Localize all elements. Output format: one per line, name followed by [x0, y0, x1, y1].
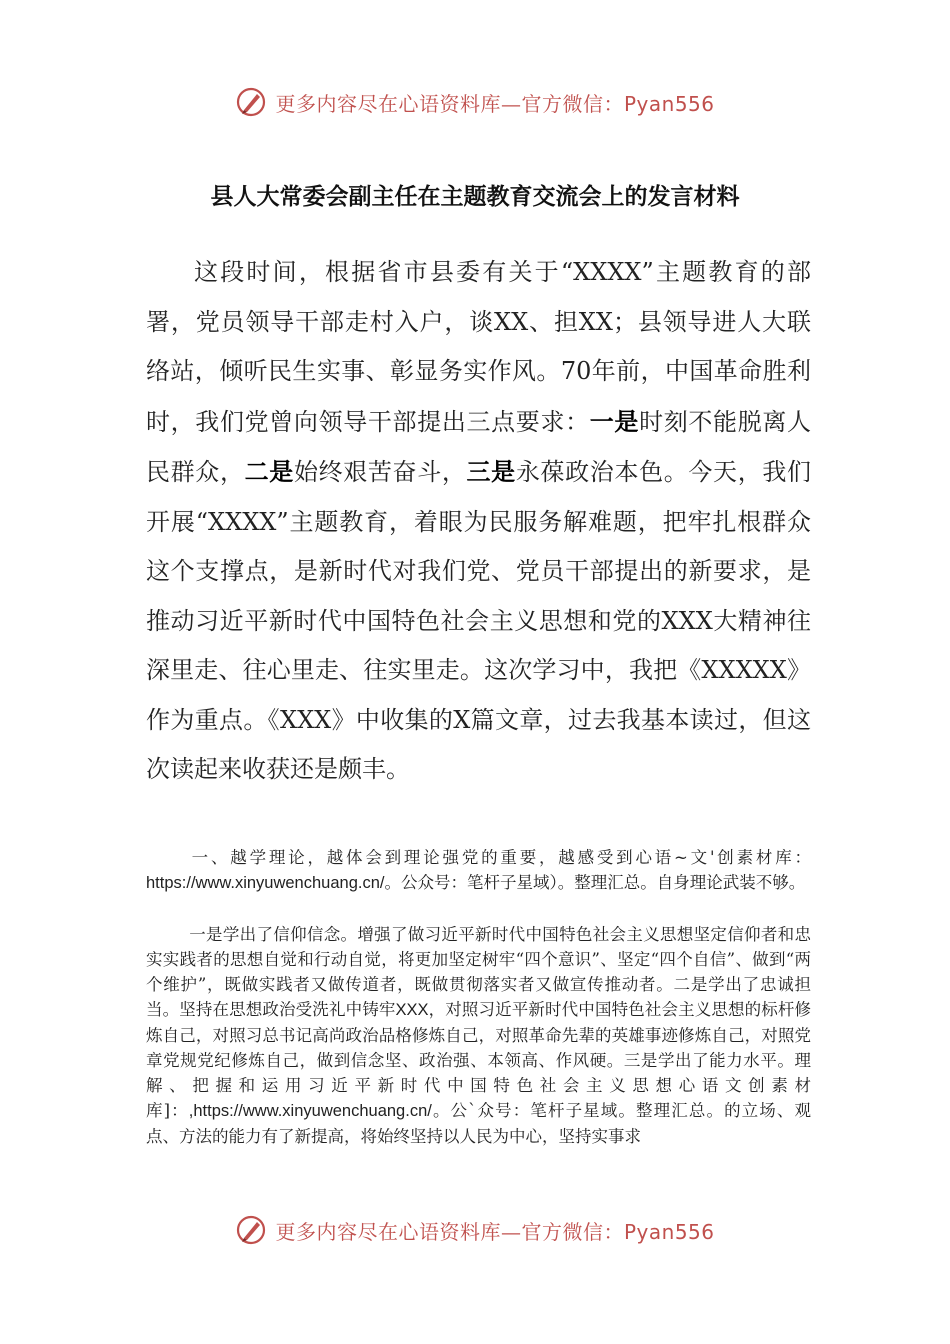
wechat-id: Pyan556: [623, 91, 715, 116]
source-link[interactable]: https://www.xinyuwenchuang.cn/: [146, 874, 385, 892]
watermark-banner-top: [0, 82, 950, 122]
pen-logo-icon: [235, 86, 267, 118]
watermark-banner-bottom: [0, 1210, 950, 1250]
pen-logo-icon: [235, 1214, 267, 1246]
emphasis-3: 三是: [466, 457, 516, 486]
body-paragraph-2: 一是学出了信仰信念。增强了做习近平新时代中国特色社会主义思想坚定信仰者和忠实实践者的思想自觉和行动自觉，将更加坚定树牢“四个意识”、坚定“四个自信”、做到“两个维护”，既做实践者又做传道者，既做贯彻落实者又做宣传推动者。二是学出了忠诚担当。坚持在思想政治受洗礼中铸牢XXX，对照习近平新时代中国特色社会主义思想的标杆修炼自己，对照习总书记高尚政治品格修炼自己，对照革命先辈的英雄事迹修炼自己，对照党章党规党纪修炼自己，做到信念坚、政治强、本领高、作风硬。三是学出了能力水平。理解、把握和运用习近平新时代中国特色社会主义思想心语文创素材库]：,https://www.xinyuwenchuang.cn/。公`众号：笔杆子星域。整理汇总。的立场、观点、方法的能力有了新提高，将始终坚持以人民为中心，坚持实事求: [146, 925, 812, 1146]
document-title: 县人大常委会副主任在主题教育交流会上的发言材料: [210, 184, 740, 210]
section-heading-1: 一、越学理论，越体会到理论强党的重要，越感受到心语~文'创素材库：https://www.xinyuwenchuang.cn/。公众号：笔杆子星域）。整理汇总。自身理论武装不够。: [146, 848, 811, 892]
main-paragraph: 这段时间，根据省市县委有关于“XXXX”主题教育的部署，党员领导干部走村入户，谈XX、担XX；县领导进人大联络站，倾听民生实事、彰显务实作风。70年前，中国革命胜利时，我们党曾向领导干部提出三点要求：一是时刻不能脱离人民群众，二是始终艰苦奋斗，三是永葆政治本色。今天，我们开展“XXXX”主题教育，着眼为民服务解难题，把牢扎根群众这个支撑点，是新时代对我们党、党员干部提出的新要求，是推动习近平新时代中国特色社会主义思想和党的XXX大精神往深里走、往心里走、往实里走。这次学习中，我把《XXXXX》作为重点。《XXX》中收集的X篇文章，过去我基本读过，但这次读起来收获还是颇丰。: [146, 258, 812, 783]
emphasis-2: 二是: [244, 457, 294, 486]
emphasis-1: 一是: [589, 406, 640, 436]
wechat-id: Pyan556: [623, 1219, 715, 1244]
watermark-text: 更多内容尽在心语资料库—官方微信：Pyan556: [275, 91, 715, 116]
watermark-text: 更多内容尽在心语资料库—官方微信：Pyan556: [275, 1219, 715, 1244]
source-link-2[interactable]: ,https://www.xinyuwenchuang.cn/: [188, 1102, 432, 1120]
